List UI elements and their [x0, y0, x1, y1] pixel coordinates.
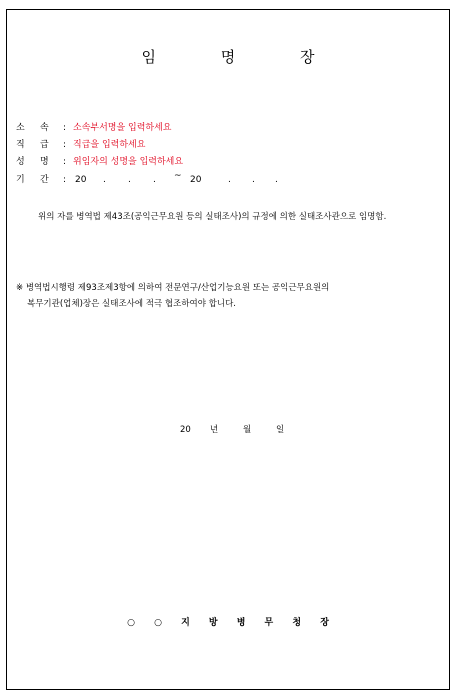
rank-value[interactable]: 직급을 입력하세요: [73, 140, 146, 150]
field-name: [16, 156, 183, 168]
affiliation-label-b: 속: [40, 123, 49, 133]
rank-colon: :: [63, 140, 67, 150]
name-label-b: 명: [40, 157, 49, 167]
date-year-unit: 년: [210, 425, 219, 435]
period-end-dot-1: .: [228, 175, 231, 185]
rank-label-a: 직: [16, 140, 25, 150]
notice-line-2: 복무기관(업체)장은 실태조사에 적극 협조하여야 합니다.: [27, 299, 236, 309]
period-start-dot-2: .: [128, 175, 131, 185]
period-end-dot-3: .: [275, 175, 278, 185]
period-label-a: 기: [16, 175, 25, 185]
issuer-signature: ○ ○ 지 방 병 무 청 장: [127, 618, 337, 628]
date-month-unit: 월: [243, 425, 252, 435]
period-colon: :: [63, 175, 67, 185]
period-tilde: ~: [174, 171, 182, 181]
period-start-year[interactable]: 20: [75, 175, 87, 185]
affiliation-colon: :: [63, 123, 67, 133]
name-colon: :: [63, 157, 67, 167]
period-start-dot-3: .: [153, 175, 156, 185]
period-label-b: 간: [40, 175, 49, 185]
issue-date: [180, 423, 284, 435]
notice-line-1: ※ 병역법시행령 제93조제3항에 의하여 전문연구/산업기능요원 또는 공익근무요원의: [16, 283, 330, 293]
period-start-dot-1: .: [103, 175, 106, 185]
field-rank: [16, 139, 145, 151]
field-period: [16, 171, 316, 186]
document-title: 임 명 장: [141, 48, 345, 66]
rank-label-b: 급: [40, 140, 49, 150]
date-day-unit: 일: [276, 425, 285, 435]
affiliation-value[interactable]: 소속부서명을 입력하세요: [73, 123, 172, 133]
period-end-year[interactable]: 20: [190, 175, 202, 185]
notice: [16, 280, 444, 312]
date-year[interactable]: 20: [180, 425, 191, 435]
appointment-statement: 위의 자를 병역법 제43조(공익근무요원 등의 실태조사)의 규정에 의한 실태조사관으로 임명함.: [38, 212, 387, 222]
name-label-a: 성: [16, 157, 25, 167]
document-page: [6, 9, 450, 690]
field-affiliation: [16, 122, 172, 134]
name-value[interactable]: 위임자의 성명을 입력하세요: [73, 157, 184, 167]
affiliation-label-a: 소: [16, 123, 25, 133]
period-end-dot-2: .: [252, 175, 255, 185]
